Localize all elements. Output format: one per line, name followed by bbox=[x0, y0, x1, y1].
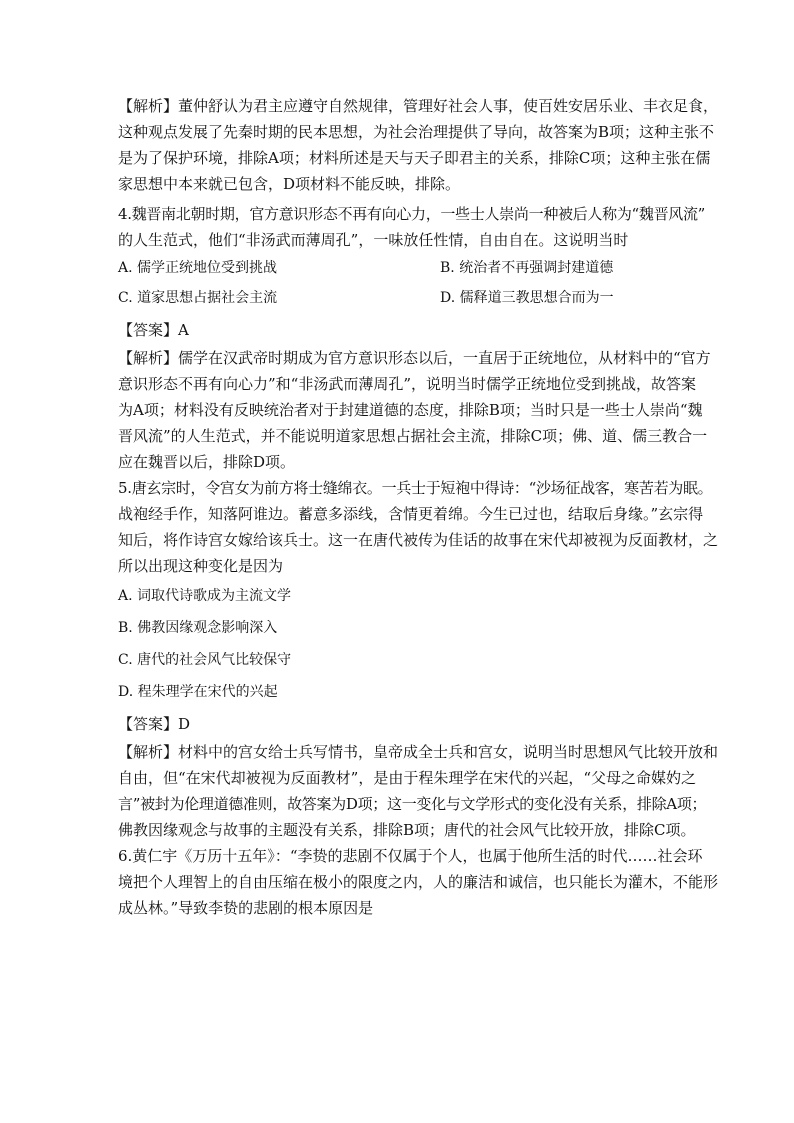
q4-analysis bbox=[118, 348, 711, 472]
q5-option-a: A. 词取代诗歌成为主流文学 bbox=[118, 588, 292, 604]
q5-option-d: D. 程朱理学在宋代的兴起 bbox=[118, 684, 278, 700]
q4-stem-line: 4.魏晋南北朝时期，官方意识形态不再有向心力，一些士人崇尚一种被后人称为“魏晋风流” bbox=[118, 205, 706, 223]
q3-analysis-line: 【解析】董仲舒认为君主应遵守自然规律，管理好社会人事，使百姓安居乐业、丰衣足食， bbox=[118, 97, 719, 115]
q5-options bbox=[118, 586, 680, 702]
q5-option-c: C. 唐代的社会风气比较保守 bbox=[118, 652, 292, 668]
q5-analysis-line: 【解析】材料中的宫女给士兵写情书，皇帝成全士兵和宫女，说明当时思想风气比较开放和 bbox=[118, 743, 719, 761]
q4-option-a: A. 儒学正统地位受到挑战 bbox=[118, 260, 278, 276]
q4-stem bbox=[118, 204, 706, 250]
q4-analysis-line: 【解析】儒学在汉武帝时期成为官方意识形态以后，一直居于正统地位，从材料中的“官方 bbox=[118, 349, 711, 367]
q5-analysis-line: 言”被封为伦理道德准则，故答案为D项；这一变化与文学形式的变化没有关系，排除A项； bbox=[118, 795, 707, 813]
q6-stem bbox=[118, 846, 719, 918]
q4-analysis-line: 意识形态不再有向心力”和“非汤武而薄周孔”，说明当时儒学正统地位受到挑战，故答案 bbox=[118, 375, 697, 393]
q4-analysis-line: 晋风流”的人生范式，并不能说明道家思想占据社会主流，排除C项；佛、道、儒三教合一 bbox=[118, 427, 708, 445]
q3-analysis bbox=[118, 96, 719, 194]
q4-analysis-line: 应在魏晋以后，排除D项。 bbox=[118, 453, 296, 471]
q5-analysis bbox=[118, 742, 719, 840]
q4-stem-line: 的人生范式，他们“非汤武而薄周孔”，一味放任性情，自由自在。这说明当时 bbox=[118, 231, 629, 249]
q6-stem-line: 境把个人理智上的自由压缩在极小的限度之内，人的廉洁和诚信，也只能长为灌木，不能形 bbox=[118, 873, 719, 891]
q5-stem-line: 战袍经手作，知落阿谁边。蓄意多添线，含情更着绵。今生已过也，结取后身缘。”玄宗得 bbox=[118, 505, 704, 523]
q5-stem-line: 5.唐玄宗时，令宫女为前方将士缝绵衣。一兵士于短袍中得诗：“沙场征战客，寒苦若为眠。 bbox=[118, 479, 713, 497]
q6-stem-line: 成丛林。”导致李贽的悲剧的根本原因是 bbox=[118, 899, 374, 917]
q5-stem-line: 知后，将作诗宫女嫁给该兵士。这一在唐代被传为佳话的故事在宋代却被视为反面教材，之 bbox=[118, 531, 719, 549]
q3-analysis-line: 家思想中本来就已包含，D项材料不能反映，排除。 bbox=[118, 175, 461, 193]
q4-option-c: C. 道家思想占据社会主流 bbox=[118, 290, 278, 306]
q5-analysis-line: 佛教因缘观念与故事的主题没有关系，排除B项；唐代的社会风气比较开放，排除C项。 bbox=[118, 821, 696, 839]
q4-option-b: B. 统治者不再强调封建道德 bbox=[440, 260, 614, 276]
q4-option-row bbox=[118, 288, 680, 308]
q6-stem-line: 6.黄仁宇《万历十五年》：“李贽的悲剧不仅属于个人，也属于他所生活的时代……社会环 bbox=[118, 847, 703, 865]
q4-option-d: D. 儒释道三教思想合而为一 bbox=[440, 290, 614, 306]
q4-options bbox=[118, 258, 680, 308]
q4-analysis-line: 为A项；材料没有反映统治者对于封建道德的态度，排除B项；当时只是一些士人崇尚“魏 bbox=[118, 401, 703, 419]
q5-stem-line: 所以出现这种变化是因为 bbox=[118, 557, 284, 575]
q3-analysis-line: 是为了保护环境，排除A项；材料所述是天与天子即君主的关系，排除C项；这种主张在儒 bbox=[118, 149, 711, 167]
q5-answer: 【答案】D bbox=[118, 715, 191, 733]
q5-option-b: B. 佛教因缘观念影响深入 bbox=[118, 620, 278, 636]
q5-stem bbox=[118, 478, 719, 576]
q4-answer: 【答案】A bbox=[118, 321, 189, 339]
document-page bbox=[118, 96, 719, 918]
q3-analysis-line: 这种观点发展了先秦时期的民本思想，为社会治理提供了导向，故答案为B项；这种主张不 bbox=[118, 123, 715, 141]
q4-option-row bbox=[118, 258, 680, 278]
q5-analysis-line: 自由，但“在宋代却被视为反面教材”，是由于程朱理学在宋代的兴起，“父母之命媒妁之 bbox=[118, 769, 697, 787]
